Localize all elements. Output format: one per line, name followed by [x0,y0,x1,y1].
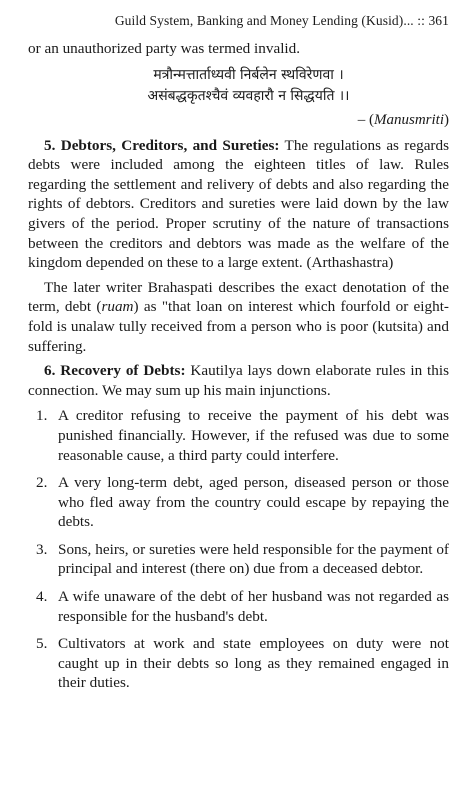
intro-line: or an unauthorized party was termed invalid. [28,40,301,57]
source-paren-open: ( [368,111,374,128]
source-name: Manusmriti [373,111,444,128]
verse-source [28,111,449,130]
section-6-paragraph [28,361,449,400]
list-item [28,406,449,465]
list-item-text: Sons, heirs, or sureties were held responsible for the payment of principal and interest (there on) due from a deceased debtor. [58,540,449,578]
verse-line-2: असंबद्धकृतश्चैवं व्यवहारौ न सिद्धयति ।। [147,87,350,104]
list-item-text: A very long-term debt, aged person, diseased person or those who fled away from the country could escape by repaying the debts. [58,474,449,531]
list-item-number: 3. [36,540,48,558]
injunctions-list [28,406,449,693]
list-item [28,587,449,626]
section-5-body: The regulations as regards debts were included among the eighteen titles of law. Rules regarding the settlement and relivery of debts and also regarding the rights of debtors. Creditors and sureties were laid down by the law givers of the period. Proper scrutiny of the nature of transactions between the creditors and debtors was made as the welfare of the kingdom depended on these to a large extent. (Arthashastra) [28,136,449,272]
list-item [28,540,449,579]
brahaspati-text-before: The later writer Brahaspati describes the exact denotation of the term, debt ( [28,278,449,316]
source-paren-close: ) [444,111,449,128]
list-item-text: A creditor refusing to receive the payment of his debt was punished financially. However, if the refused was due to some reasonable cause, a third party could interfere. [58,407,449,464]
list-item [28,634,449,693]
section-5-paragraph [28,136,449,273]
list-item [28,473,449,532]
list-item-number: 1. [36,407,48,425]
list-item-text: Cultivators at work and state employees on duty were not caught up in their debts so long as they remained engaged in their duties. [58,635,449,692]
section-6-body: Kautilya lays down elaborate rules in this connection. We may sum up his main injunctions. [28,362,450,399]
brahaspati-text-after: ) as "that loan on interest which fourfold or eight-fold is unalaw tully received from a person who is poor (kutsita) and suffering. [28,298,449,355]
brahaspati-paragraph [28,278,449,356]
list-item-number: 5. [36,635,48,653]
section-6-heading: 6. Recovery of Debts: [44,362,186,380]
list-item-number: 4. [36,588,48,606]
list-item-text: A wife unaware of the debt of her husband was not regarded as responsible for the husband's debt. [58,588,449,625]
brahaspati-term: ruam [101,298,134,316]
sanskrit-verse [28,65,449,107]
section-5-heading: 5. Debtors, Creditors, and Sureties: [44,136,280,154]
verse-line-1: मत्रौन्मत्तार्ताध्यवी निर्बलेन स्थविरेणवा । [153,66,344,83]
list-item-number: 2. [36,474,48,492]
running-header: Guild System, Banking and Money Lending (Kusid)... :: 361 [114,13,449,28]
source-dash: – [357,111,369,128]
